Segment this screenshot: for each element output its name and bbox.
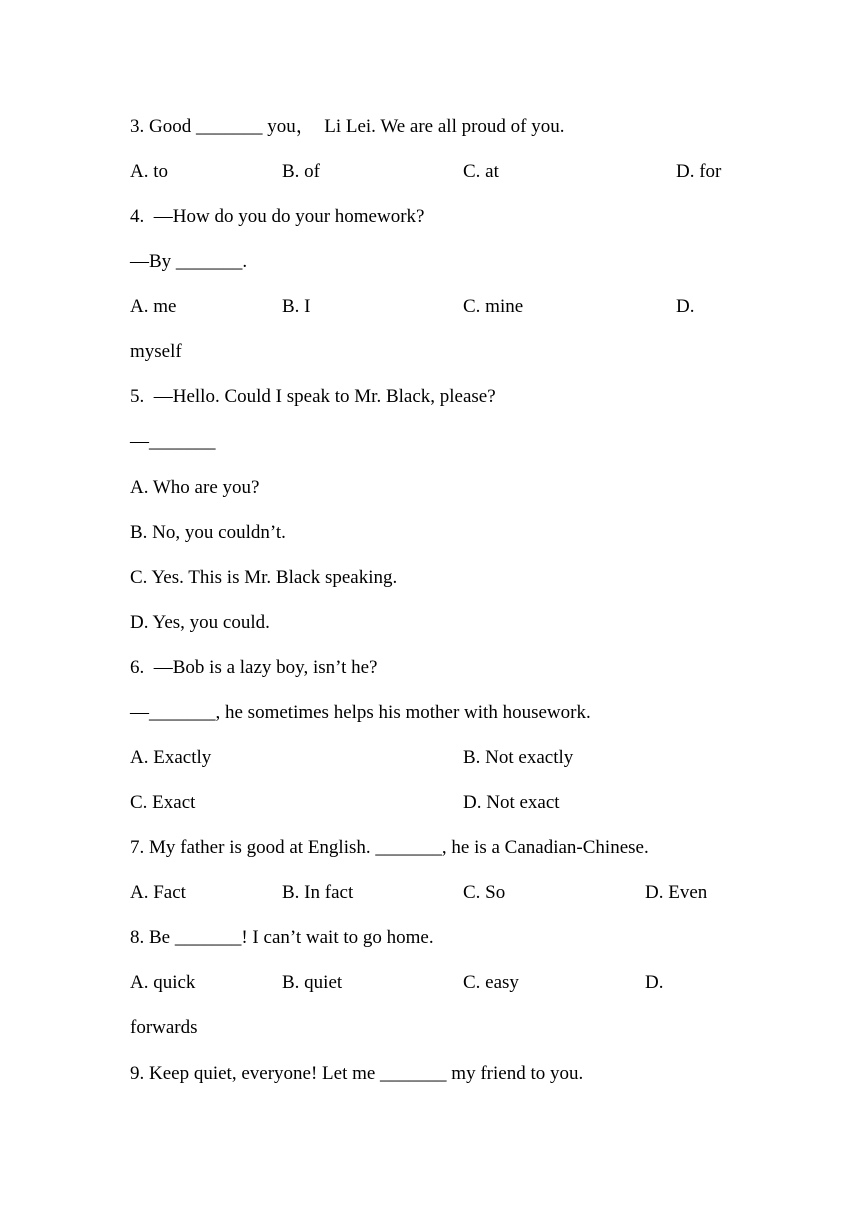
- question-4-option-a: A. me: [130, 296, 177, 317]
- question-8-option-d: D.: [645, 972, 664, 993]
- question-8-option-c: C. easy: [463, 972, 519, 993]
- question-3-option-b: B. of: [282, 161, 320, 182]
- question-5-option-b: B. No, you couldn’t.: [130, 522, 286, 543]
- question-4-reply: —By _______.: [130, 251, 248, 272]
- question-7-option-b: B. In fact: [282, 882, 354, 903]
- question-6-option-a: A. Exactly: [130, 747, 212, 768]
- question-7-option-d: D. Even: [645, 882, 708, 903]
- question-8-stem: 8. Be _______! I can’t wait to go home.: [130, 927, 434, 948]
- question-7-stem: 7. My father is good at English. _______, he is a Canadian-Chinese.: [130, 837, 649, 858]
- question-4-option-d: D.: [676, 296, 695, 317]
- question-6-option-d: D. Not exact: [463, 792, 560, 813]
- question-5-reply: —_______: [130, 431, 216, 452]
- question-7-option-a: A. Fact: [130, 882, 186, 903]
- question-4-stem: 4. —How do you do your homework?: [130, 206, 425, 227]
- question-5-option-c: C. Yes. This is Mr. Black speaking.: [130, 567, 398, 588]
- question-8-option-a: A. quick: [130, 972, 196, 993]
- question-5-stem: 5. —Hello. Could I speak to Mr. Black, please?: [130, 386, 496, 407]
- question-6-option-c: C. Exact: [130, 792, 196, 813]
- question-3-stem: 3. Good _______ you， Li Lei. We are all proud of you.: [130, 116, 565, 137]
- question-5-option-a: A. Who are you?: [130, 477, 260, 498]
- question-3-option-a: A. to: [130, 161, 168, 182]
- question-7-option-c: C. So: [463, 882, 506, 903]
- question-5-option-d: D. Yes, you could.: [130, 612, 270, 633]
- question-6-stem: 6. —Bob is a lazy boy, isn’t he?: [130, 657, 378, 678]
- question-4-option-b: B. I: [282, 296, 311, 317]
- question-6-reply: —_______, he sometimes helps his mother with housework.: [130, 702, 591, 723]
- question-3-option-d: D. for: [676, 161, 722, 182]
- question-9-stem: 9. Keep quiet, everyone! Let me _______ my friend to you.: [130, 1063, 584, 1084]
- question-4-option-d-continued: myself: [130, 341, 182, 362]
- question-6-option-b: B. Not exactly: [463, 747, 574, 768]
- question-8-option-b: B. quiet: [282, 972, 343, 993]
- question-4-option-c: C. mine: [463, 296, 524, 317]
- question-3-option-c: C. at: [463, 161, 499, 182]
- question-8-option-d-continued: forwards: [130, 1017, 198, 1038]
